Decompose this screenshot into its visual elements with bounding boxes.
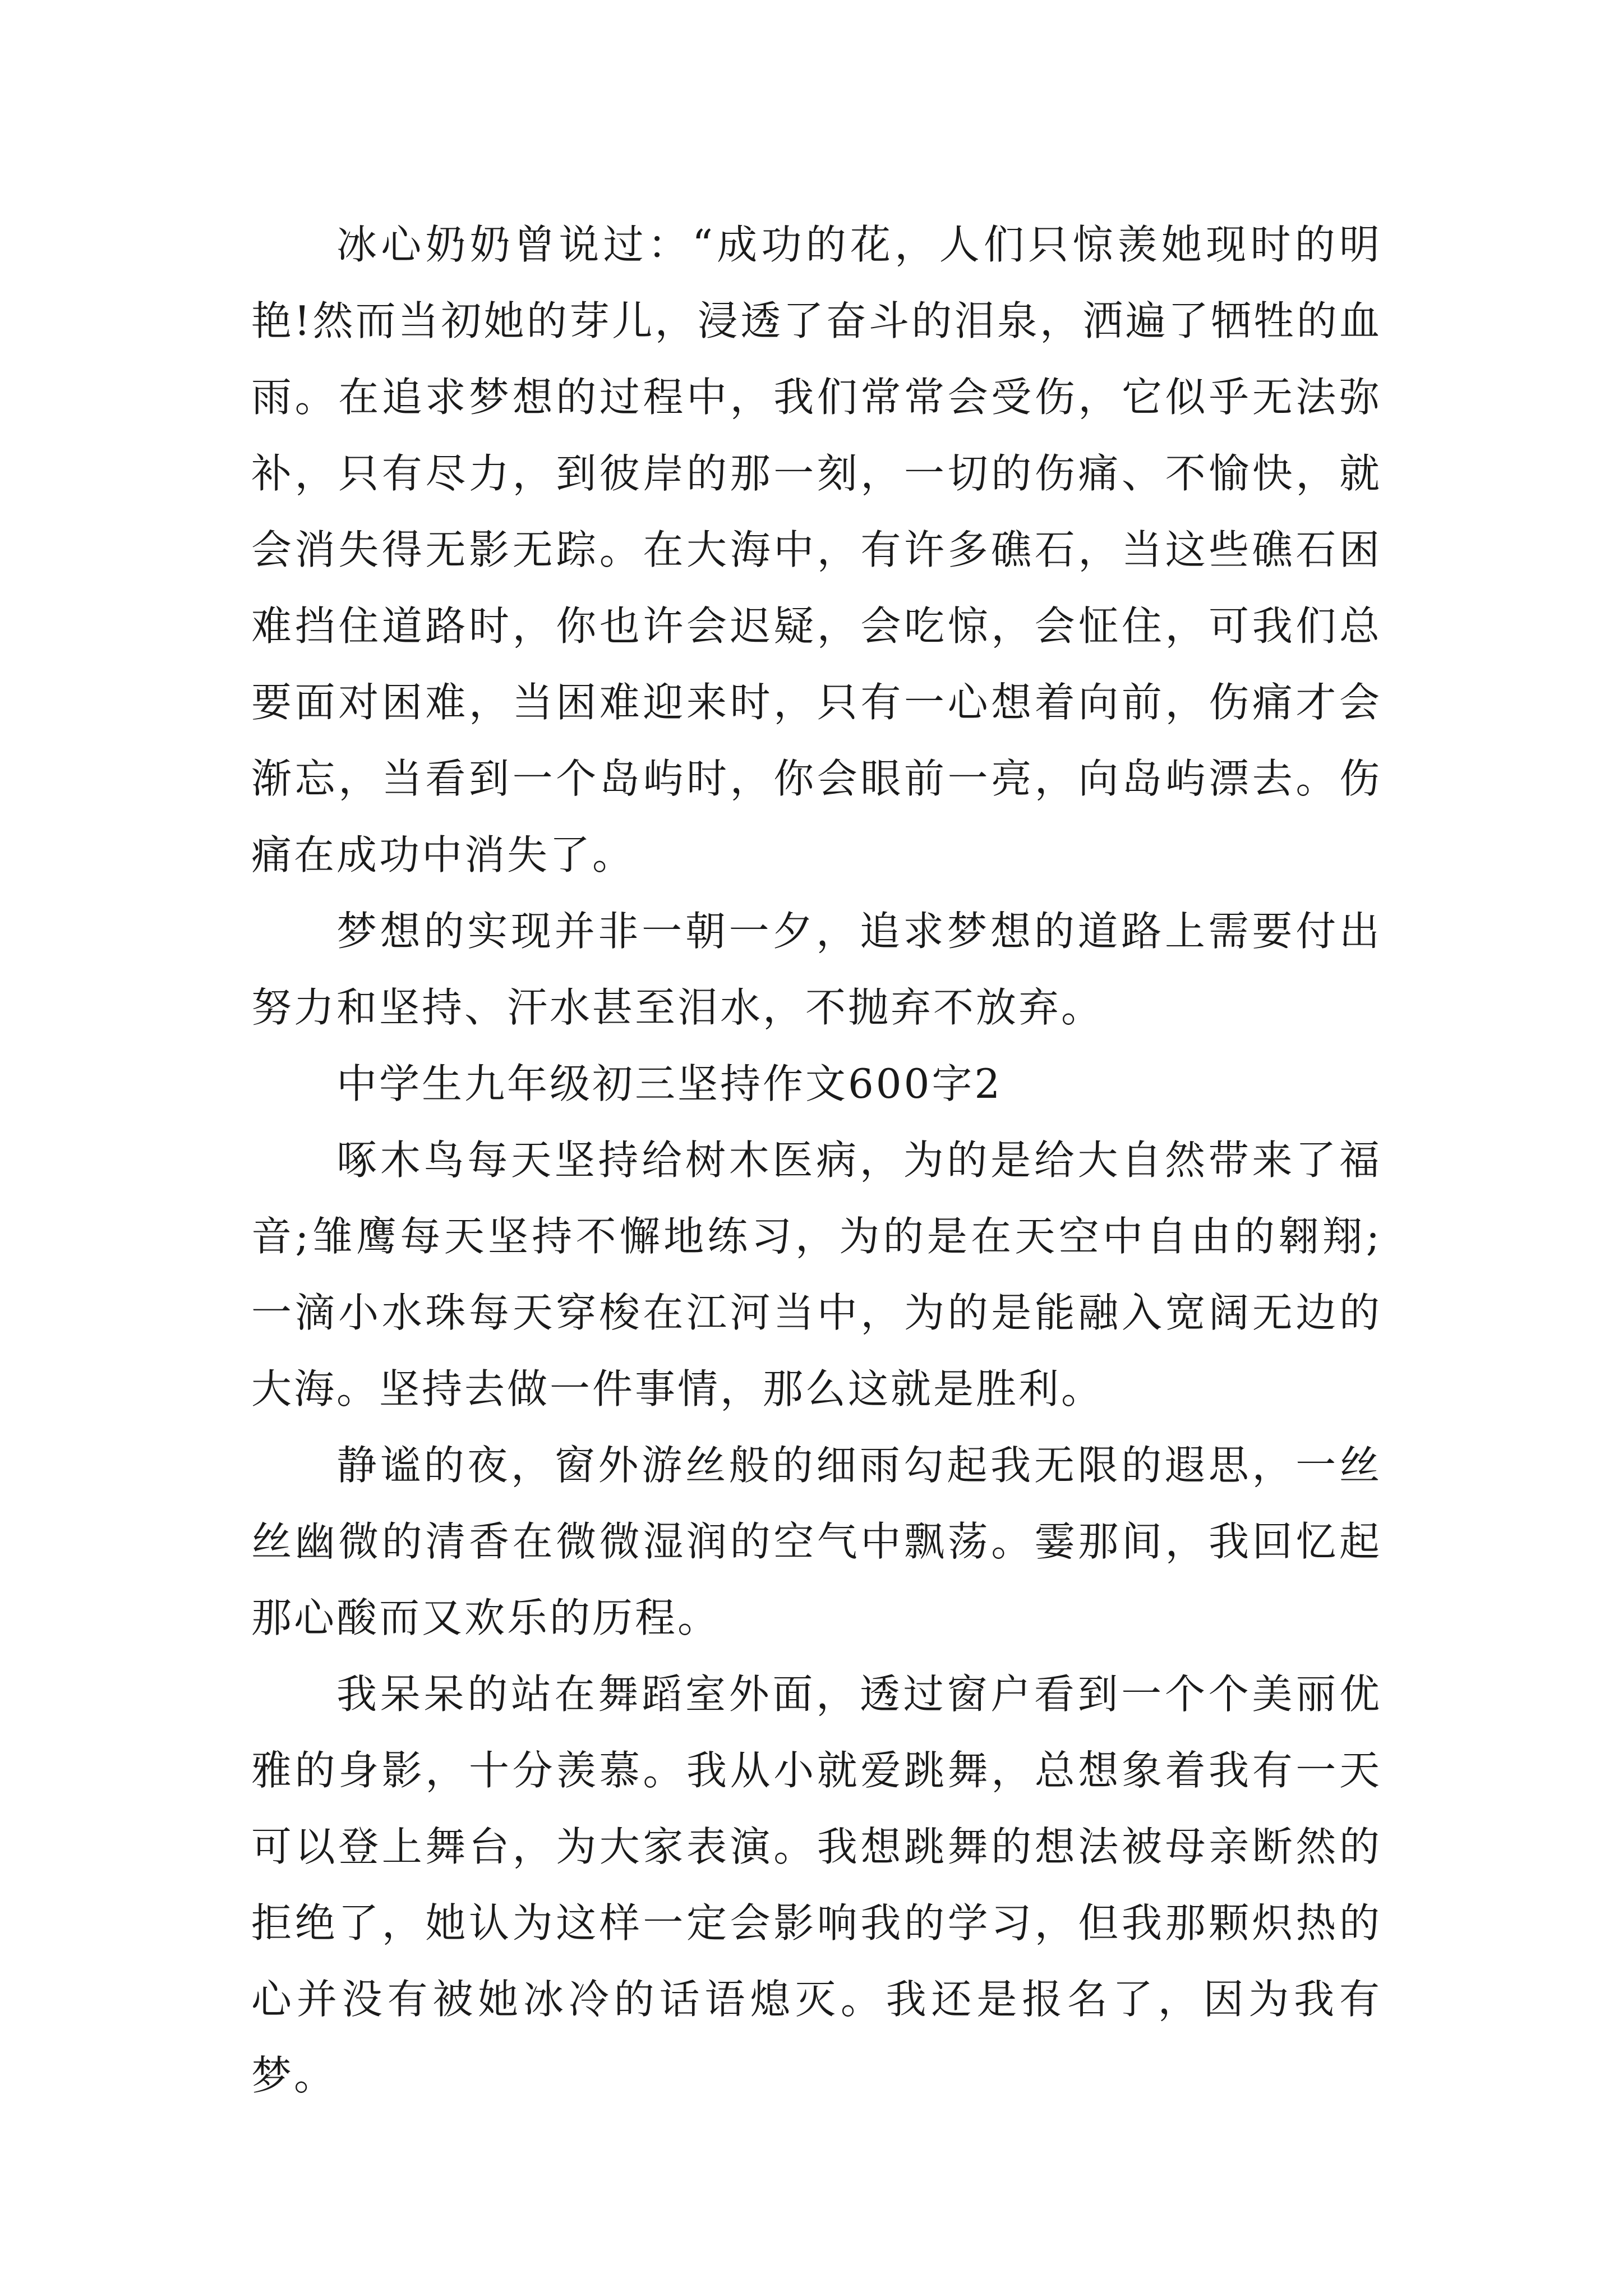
paragraph-woodpecker: 啄木鸟每天坚持给树木医病，为的是给大自然带来了福音;雏鹰每天坚持不懈地练习，为的是在天空中自由的翱翔;一滴小水珠每天穿梭在江河当中，为的是能融入宽阔无边的大海。坚持去做一件事情，那么这就是胜利。 xyxy=(251,1137,1382,1412)
essay-heading: 中学生九年级初三坚持作文600字2 xyxy=(336,1060,1003,1107)
paragraph-dance-room: 我呆呆的站在舞蹈室外面，透过窗户看到一个个美丽优雅的身影，十分羡慕。我从小就爱跳舞，总想象着我有一天可以登上舞台，为大家表演。我想跳舞的想法被母亲断然的拒绝了，她认为这样一定会影响我的学习，但我那颗炽热的心并没有被她冰冷的话语熄灭。我还是报名了，因为我有梦。 xyxy=(251,1671,1382,2099)
paragraph-quiet-night: 静谧的夜，窗外游丝般的细雨勾起我无限的遐思，一丝丝幽微的清香在微微湿润的空气中飘荡。霎那间，我回忆起那心酸而又欢乐的历程。 xyxy=(251,1442,1382,1641)
paragraph-dream-effort: 梦想的实现并非一朝一夕，追求梦想的道路上需要付出努力和坚持、汗水甚至泪水，不抛弃不放弃。 xyxy=(251,908,1382,1031)
document-body xyxy=(251,206,1382,2114)
paragraph-quote-bingxin: 冰心奶奶曾说过：“成功的花，人们只惊羡她现时的明艳!然而当初她的芽儿，浸透了奋斗的泪泉，洒遍了牺牲的血雨。在追求梦想的过程中，我们常常会受伤，它似乎无法弥补，只有尽力，到彼岸的那一刻，一切的伤痛、不愉快，就会消失得无影无踪。在大海中，有许多礁石，当这些礁石困难挡住道路时，你也许会迟疑，会吃惊，会怔住，可我们总要面对困难，当困难迎来时，只有一心想着向前，伤痛才会渐忘，当看到一个岛屿时，你会眼前一亮，向岛屿漂去。伤痛在成功中消失了。 xyxy=(251,221,1382,878)
